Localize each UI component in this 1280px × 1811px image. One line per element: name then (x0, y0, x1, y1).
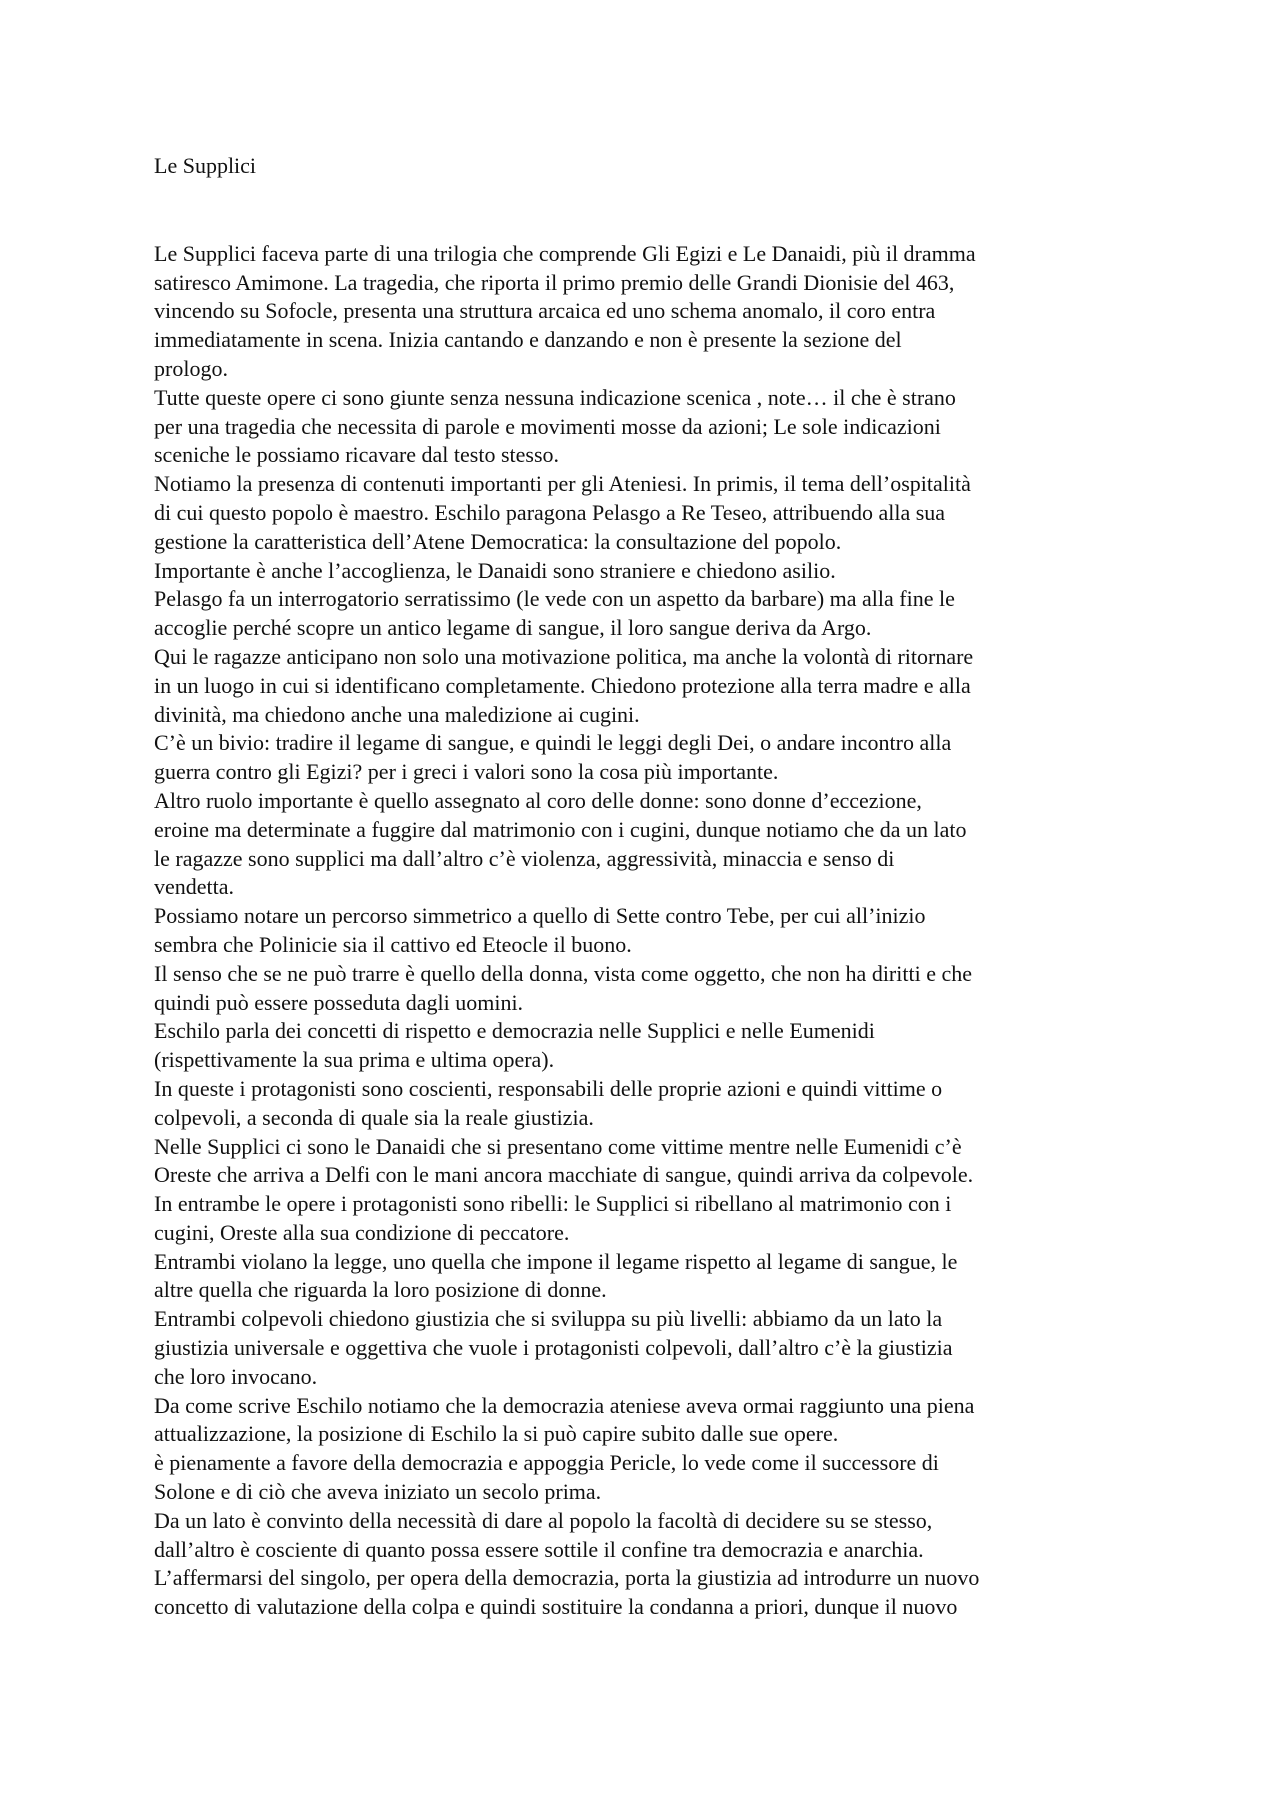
text-line: Entrambi violano la legge, uno quella che impone il legame rispetto al legame di sangue, le (154, 1248, 958, 1274)
paragraph (154, 1564, 1144, 1622)
text-line: eroine ma determinate a fuggire dal matrimonio con i cugini, dunque notiamo che da un lato (154, 816, 967, 842)
text-line: le ragazze sono supplici ma dall’altro c’è violenza, aggressività, minaccia e senso di (154, 845, 895, 871)
text-line: attualizzazione, la posizione di Eschilo la si può capire subito dalle sue opere. (154, 1421, 839, 1447)
text-line: Nelle Supplici ci sono le Danaidi che si presentano come vittime mentre nelle Eumenidi c’è (154, 1133, 962, 1159)
paragraph (154, 902, 1144, 960)
document-body (154, 240, 1144, 1622)
text-line: (rispettivamente la sua prima e ultima opera). (154, 1047, 555, 1073)
text-line: per una tragedia che necessita di parole e movimenti mosse da azioni; Le sole indicazioni (154, 413, 941, 439)
text-line: Oreste che arriva a Delfi con le mani ancora macchiate di sangue, quindi arriva da colpevole. (154, 1162, 974, 1188)
text-line: Qui le ragazze anticipano non solo una motivazione politica, ma anche la volontà di ritornare (154, 643, 974, 669)
text-line: Entrambi colpevoli chiedono giustizia che si sviluppa su più livelli: abbiamo da un lato la (154, 1306, 943, 1332)
text-line: Solone e di ciò che aveva iniziato un secolo prima. (154, 1479, 602, 1505)
text-line: giustizia universale e oggettiva che vuole i protagonisti colpevoli, dall’altro c’è la giustizia (154, 1335, 953, 1361)
text-line: Il senso che se ne può trarre è quello della donna, vista come oggetto, che non ha diritti e che (154, 960, 972, 986)
text-line: in un luogo in cui si identificano completamente. Chiedono protezione alla terra madre e alla (154, 672, 971, 698)
text-line: Altro ruolo importante è quello assegnato al coro delle donne: sono donne d’eccezione, (154, 787, 922, 813)
text-line: prologo. (154, 355, 228, 381)
document-page (154, 152, 1144, 1622)
paragraph (154, 1133, 1144, 1191)
paragraph (154, 1449, 1144, 1507)
paragraph (154, 729, 1144, 787)
paragraph (154, 1305, 1144, 1391)
paragraph (154, 384, 1144, 470)
text-line: è pienamente a favore della democrazia e appoggia Pericle, lo vede come il successore di (154, 1450, 939, 1476)
paragraph (154, 1507, 1144, 1565)
paragraph (154, 1190, 1144, 1248)
text-line: Importante è anche l’accoglienza, le Danaidi sono straniere e chiedono asilio. (154, 557, 836, 583)
text-line: guerra contro gli Egizi? per i greci i valori sono la cosa più importante. (154, 759, 779, 785)
paragraph (154, 1248, 1144, 1306)
text-line: sembra che Polinicie sia il cattivo ed Eteocle il buono. (154, 931, 632, 957)
text-line: Notiamo la presenza di contenuti importanti per gli Ateniesi. In primis, il tema dell’ospitalità (154, 471, 971, 497)
paragraph (154, 643, 1144, 729)
document-title: Le Supplici (154, 153, 257, 178)
text-line: satiresco Amimone. La tragedia, che riporta il primo premio delle Grandi Dionisie del 463, (154, 269, 955, 295)
text-line: concetto di valutazione della colpa e quindi sostituire la condanna a priori, dunque il nuovo (154, 1594, 958, 1620)
text-line: Tutte queste opere ci sono giunte senza nessuna indicazione scenica , note… il che è strano (154, 384, 956, 410)
text-line: sceniche le possiamo ricavare dal testo stesso. (154, 442, 560, 468)
text-line: colpevoli, a seconda di quale sia la reale giustizia. (154, 1104, 594, 1130)
text-line: Possiamo notare un percorso simmetrico a quello di Sette contro Tebe, per cui all’inizio (154, 903, 926, 929)
paragraph (154, 1075, 1144, 1133)
paragraph (154, 240, 1144, 384)
text-line: In queste i protagonisti sono coscienti, responsabili delle proprie azioni e quindi vittime o (154, 1075, 943, 1101)
text-line: gestione la caratteristica dell’Atene Democratica: la consultazione del popolo. (154, 528, 842, 554)
text-line: di cui questo popolo è maestro. Eschilo paragona Pelasgo a Re Teseo, attribuendo alla sua (154, 499, 946, 525)
text-line: Da come scrive Eschilo notiamo che la democrazia ateniese aveva ormai raggiunto una piena (154, 1392, 975, 1418)
text-line: vendetta. (154, 874, 235, 900)
text-line: Pelasgo fa un interrogatorio serratissimo (le vede con un aspetto da barbare) ma alla fine le (154, 586, 955, 612)
text-line: vincendo su Sofocle, presenta una struttura arcaica ed uno schema anomalo, il coro entra (154, 298, 936, 324)
text-line: In entrambe le opere i protagonisti sono ribelli: le Supplici si ribellano al matrimonio con i (154, 1191, 952, 1217)
text-line: Da un lato è convinto della necessità di dare al popolo la facoltà di decidere su se stesso, (154, 1507, 933, 1533)
text-line: accoglie perché scopre un antico legame di sangue, il loro sangue deriva da Argo. (154, 615, 872, 641)
paragraph (154, 787, 1144, 902)
paragraph (154, 960, 1144, 1018)
text-line: C’è un bivio: tradire il legame di sangue, e quindi le leggi degli Dei, o andare incontro alla (154, 730, 952, 756)
text-line: divinità, ma chiedono anche una maledizione ai cugini. (154, 701, 640, 727)
text-line: Eschilo parla dei concetti di rispetto e democrazia nelle Supplici e nelle Eumenidi (154, 1018, 875, 1044)
text-line: dall’altro è cosciente di quanto possa essere sottile il confine tra democrazia e anarchia. (154, 1536, 924, 1562)
paragraph (154, 470, 1144, 556)
paragraph (154, 557, 1144, 586)
text-line: Le Supplici faceva parte di una trilogia che comprende Gli Egizi e Le Danaidi, più il dramma (154, 240, 976, 266)
text-line: altre quella che riguarda la loro posizione di donne. (154, 1277, 607, 1303)
text-line: immediatamente in scena. Inizia cantando e danzando e non è presente la sezione del (154, 327, 902, 353)
text-line: quindi può essere posseduta dagli uomini. (154, 989, 524, 1015)
text-line: L’affermarsi del singolo, per opera della democrazia, porta la giustizia ad introdurre un nuovo (154, 1565, 980, 1591)
text-line: cugini, Oreste alla sua condizione di peccatore. (154, 1219, 570, 1245)
paragraph (154, 1017, 1144, 1075)
text-line: che loro invocano. (154, 1363, 318, 1389)
paragraph (154, 1392, 1144, 1450)
paragraph (154, 585, 1144, 643)
